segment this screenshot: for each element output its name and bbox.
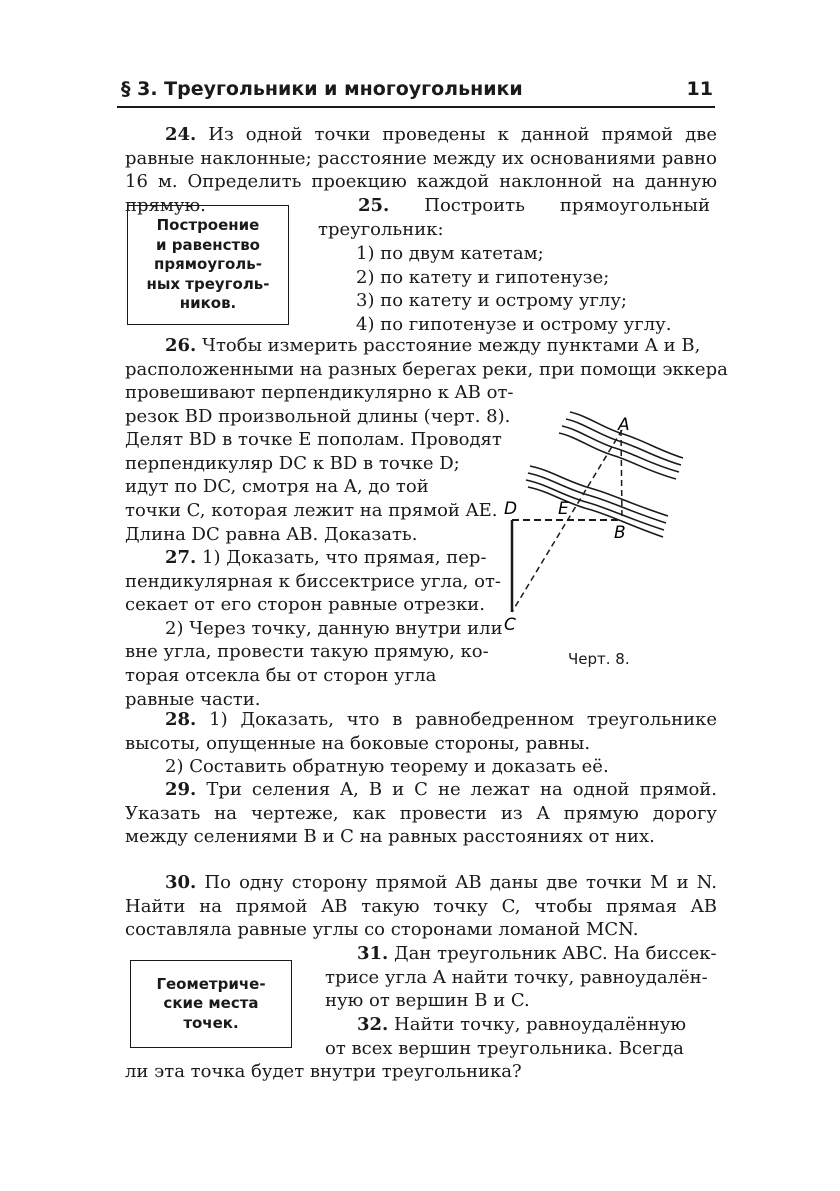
problem-number: 30. xyxy=(165,872,197,893)
box-line: Построение xyxy=(156,216,260,235)
text-line: Длина DC равна AB. Доказать. xyxy=(125,523,418,545)
list-item: 3) по катету и острому углу; xyxy=(356,290,627,312)
problem-number: 29. xyxy=(165,779,197,800)
problem-32-last-line xyxy=(125,1060,717,1084)
point-label-B: B xyxy=(614,523,626,543)
text-line: 2) Через точку, данную внутри или xyxy=(165,617,503,639)
text-line: Делят BD в точке E пополам. Проводят xyxy=(125,429,502,451)
problem-31 xyxy=(325,942,717,1013)
text-line: резок BD произвольной длины (черт. 8). xyxy=(125,405,511,427)
river-near-bank xyxy=(526,466,668,537)
problem-28 xyxy=(125,708,717,779)
text-line: провешивают перпендикулярно к AB от- xyxy=(125,382,514,403)
text-line: ную от вершин B и C. xyxy=(325,990,530,1012)
problem-text: Из одной точки проведены к данной прямой две равные наклонные; расстояние между их основаниями равно 16 м. Определить проекцию каждой наклонной на данную прямую. xyxy=(125,124,717,216)
problem-text: Построить прямоугольный треугольник: xyxy=(318,195,710,240)
problem-text: Три селения A, B и C не лежат на одной прямой. Указать на чертеже, как провести из A прямую дорогу между селениями B и C на равных расстояниях от них. xyxy=(125,779,717,848)
text-line: от всех вершин треугольника. Всегда xyxy=(325,1037,684,1059)
problem-number: 25. xyxy=(358,195,390,216)
problem-25-list xyxy=(356,242,706,336)
problem-25 xyxy=(318,194,710,241)
problem-text: По одну сторону прямой AB даны две точки M и N. Найти на прямой AB такую точку C, чтобы прямая AB составляла равные углы со сторонами ломаной MCN. xyxy=(125,872,717,941)
point-label-E: E xyxy=(558,499,569,519)
problem-27 xyxy=(125,546,503,711)
problem-number: 26. xyxy=(165,335,197,356)
problem-number: 28. xyxy=(165,709,197,730)
problem-text: расположенными на разных берегах реки, при помощи эккера xyxy=(125,358,728,380)
problem-text: Чтобы измерить расстояние между пунктами A и B, xyxy=(196,335,701,356)
text-line: Дан треугольник ABC. На биссек- xyxy=(388,943,717,964)
page-number: 11 xyxy=(686,78,713,100)
problem-32 xyxy=(325,1013,717,1060)
text-line: вне угла, провести такую прямую, ко- xyxy=(125,641,489,663)
box-line: точек. xyxy=(183,1013,239,1032)
figure-8-diagram xyxy=(498,406,723,636)
problem-number: 27. xyxy=(165,547,197,568)
text-line: секает от его сторон равные отрезки. xyxy=(125,594,485,616)
problem-text: 1) Доказать, что в равнобедренном треугольнике высоты, опущенные на боковые стороны, равны. xyxy=(125,709,717,754)
box-line: ские места xyxy=(163,994,259,1013)
box-line: и равенство xyxy=(155,235,260,254)
box-line: прямоуголь- xyxy=(154,255,262,274)
point-label-A: A xyxy=(618,415,630,435)
problem-30 xyxy=(125,871,717,942)
problem-text: 2) Составить обратную теорему и доказать её. xyxy=(165,756,609,778)
text-line: торая отсекла бы от сторон угла xyxy=(125,664,437,686)
point-label-C: C xyxy=(504,615,516,635)
text-line: 1) Доказать, что прямая, пер- xyxy=(196,547,487,568)
box-line: ных треуголь- xyxy=(146,274,270,293)
section-box-loci xyxy=(130,960,292,1048)
section-box-right-triangles xyxy=(127,205,289,325)
list-item: 4) по гипотенузе и острому углу. xyxy=(356,313,672,335)
problem-number: 32. xyxy=(357,1014,389,1035)
text-line: ли эта точка будет внутри треугольника? xyxy=(125,1061,522,1082)
point-label-D: D xyxy=(504,499,518,519)
problem-26 xyxy=(125,334,728,381)
text-line: перпендикуляр DC к BD в точке D; xyxy=(125,452,460,474)
text-line: Найти точку, равноудалённую xyxy=(388,1014,687,1035)
text-line: пендикулярная к биссектрисе угла, от- xyxy=(125,570,501,592)
box-line: ников. xyxy=(179,294,237,313)
section-title: § 3. Треугольники и многоугольники xyxy=(121,78,523,100)
figure-caption: Черт. 8. xyxy=(568,650,630,668)
problem-number: 31. xyxy=(357,943,389,964)
box-line: Геометриче- xyxy=(156,974,266,993)
list-item: 2) по катету и гипотенузе; xyxy=(356,266,610,288)
page-header xyxy=(117,70,715,108)
text-line: точки C, которая лежит на прямой AE. xyxy=(125,499,498,521)
problem-29 xyxy=(125,778,717,849)
problem-number: 24. xyxy=(165,124,197,145)
text-line: идут по DC, смотря на A, до той xyxy=(125,476,429,498)
problem-26-continued xyxy=(125,381,514,546)
list-item: 1) по двум катетам; xyxy=(356,243,544,264)
text-line: трисе угла A найти точку, равноудалён- xyxy=(325,966,708,988)
text-line: равные части. xyxy=(125,688,261,710)
